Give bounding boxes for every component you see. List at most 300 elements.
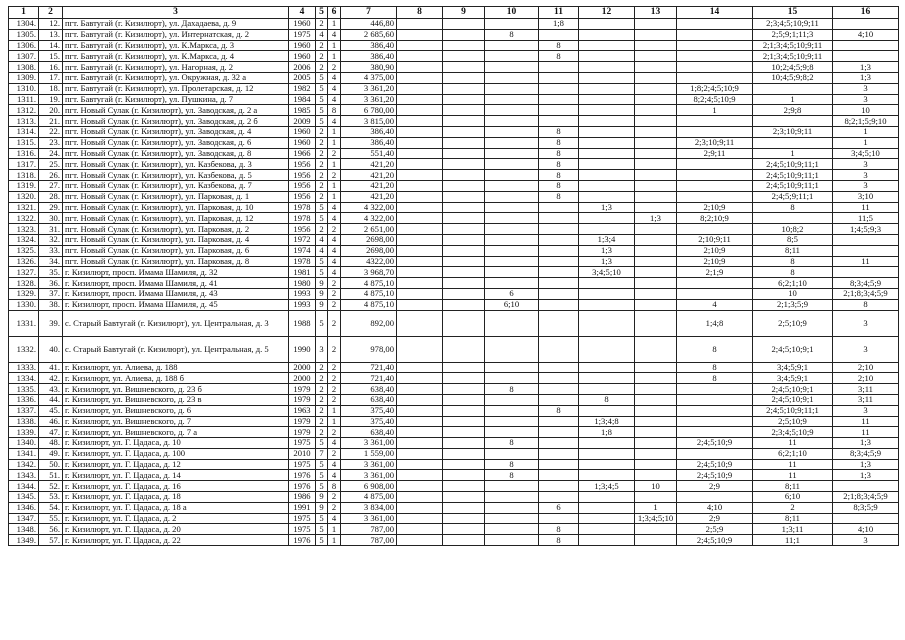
table-cell-col-14 — [677, 224, 753, 235]
table-cell-col-10 — [485, 310, 539, 336]
table-cell-col-12: 1;3;4 — [579, 234, 635, 245]
table-cell-col-2: 38. — [39, 299, 63, 310]
table-cell-col-13: 1 — [635, 502, 677, 513]
table-cell-col-1: 1307. — [9, 51, 39, 62]
table-cell-col-12 — [579, 492, 635, 503]
table-cell-col-11 — [539, 202, 579, 213]
table-cell-col-10 — [485, 535, 539, 546]
table-cell-col-1: 1334. — [9, 373, 39, 384]
table-cell-col-5: 5 — [316, 213, 328, 224]
table-cell-col-9 — [443, 19, 485, 30]
table-cell-col-14 — [677, 288, 753, 299]
table-cell-col-11 — [539, 72, 579, 83]
table-cell-col-8 — [397, 278, 443, 289]
table-cell-col-14 — [677, 180, 753, 191]
table-cell-col-14 — [677, 126, 753, 137]
table-cell-col-15: 8;11 — [753, 513, 833, 524]
table-cell-col-5: 4 — [316, 234, 328, 245]
table-cell-col-16: 1;3 — [833, 62, 899, 73]
table-cell-col-1: 1346. — [9, 502, 39, 513]
table-cell-col-16: 2;10 — [833, 362, 899, 373]
table-cell-col-4: 1960 — [289, 126, 316, 137]
table-cell-col-10 — [485, 362, 539, 373]
table-row — [9, 459, 899, 470]
table-cell-col-7: 638,40 — [341, 384, 397, 395]
table-cell-col-12 — [579, 29, 635, 40]
table-cell-col-10 — [485, 213, 539, 224]
table-row — [9, 336, 899, 362]
table-cell-col-3: пгт. Новый Сулак (г. Кизилюрт), ул. Парковая, д. 10 — [63, 202, 289, 213]
table-cell-col-12 — [579, 278, 635, 289]
table-cell-col-12 — [579, 159, 635, 170]
table-cell-col-15: 11;1 — [753, 535, 833, 546]
table-cell-col-5: 9 — [316, 299, 328, 310]
table-cell-col-11 — [539, 267, 579, 278]
table-cell-col-14: 1 — [677, 105, 753, 116]
table-cell-col-11 — [539, 310, 579, 336]
table-cell-col-4: 1956 — [289, 224, 316, 235]
table-cell-col-16: 8;3;4;5;9 — [833, 448, 899, 459]
table-cell-col-7: 4 322,00 — [341, 213, 397, 224]
table-cell-col-7: 421,20 — [341, 159, 397, 170]
table-cell-col-15: 2;3;10;9;11 — [753, 126, 833, 137]
table-cell-col-12 — [579, 524, 635, 535]
table-row — [9, 224, 899, 235]
table-cell-col-1: 1345. — [9, 492, 39, 503]
table-cell-col-14: 8 — [677, 362, 753, 373]
table-cell-col-14 — [677, 416, 753, 427]
table-cell-col-14: 2;9 — [677, 513, 753, 524]
table-cell-col-8 — [397, 148, 443, 159]
table-cell-col-2: 57. — [39, 535, 63, 546]
table-cell-col-4: 1985 — [289, 105, 316, 116]
table-cell-col-6: 4 — [328, 29, 341, 40]
table-cell-col-9 — [443, 245, 485, 256]
table-row — [9, 384, 899, 395]
table-cell-col-5: 2 — [316, 40, 328, 51]
table-cell-col-10 — [485, 180, 539, 191]
table-cell-col-14: 2;9;11 — [677, 148, 753, 159]
table-cell-col-7: 386,40 — [341, 51, 397, 62]
table-cell-col-16: 8;3;5;9 — [833, 502, 899, 513]
table-cell-col-4: 2010 — [289, 448, 316, 459]
table-cell-col-13: 1;3 — [635, 213, 677, 224]
table-cell-col-12 — [579, 62, 635, 73]
table-row — [9, 202, 899, 213]
table-cell-col-7: 978,00 — [341, 336, 397, 362]
table-cell-col-9 — [443, 362, 485, 373]
table-cell-col-2: 24. — [39, 148, 63, 159]
table-cell-col-7: 3 361,00 — [341, 438, 397, 449]
table-cell-col-2: 33. — [39, 245, 63, 256]
table-cell-col-6: 4 — [328, 234, 341, 245]
table-cell-col-15: 1 — [753, 148, 833, 159]
table-row — [9, 267, 899, 278]
table-cell-col-4: 1979 — [289, 394, 316, 405]
column-header-6: 6 — [328, 7, 341, 19]
table-cell-col-9 — [443, 438, 485, 449]
table-cell-col-5: 5 — [316, 481, 328, 492]
table-cell-col-16: 8;3;4;5;9 — [833, 278, 899, 289]
table-cell-col-10 — [485, 267, 539, 278]
table-cell-col-14: 2;10;9 — [677, 202, 753, 213]
document-sheet — [8, 6, 898, 546]
table-cell-col-13 — [635, 336, 677, 362]
table-cell-col-3: г. Кизилюрт, ул. Г. Цадаса, д. 10 — [63, 438, 289, 449]
table-cell-col-9 — [443, 126, 485, 137]
column-header-2: 2 — [39, 7, 63, 19]
table-cell-col-7: 446,80 — [341, 19, 397, 30]
table-cell-col-10 — [485, 373, 539, 384]
table-cell-col-15: 2;1;3;4;5;10;9;11 — [753, 51, 833, 62]
table-cell-col-13 — [635, 72, 677, 83]
table-cell-col-9 — [443, 40, 485, 51]
table-cell-col-15: 2;3;4;5;10;9;11 — [753, 19, 833, 30]
table-cell-col-12 — [579, 470, 635, 481]
table-cell-col-4: 1986 — [289, 492, 316, 503]
table-cell-col-7: 3 834,00 — [341, 502, 397, 513]
table-cell-col-16 — [833, 481, 899, 492]
table-cell-col-5: 2 — [316, 159, 328, 170]
table-cell-col-3: г. Кизилюрт, ул. Алиева, д. 188 — [63, 362, 289, 373]
table-cell-col-16: 3;11 — [833, 394, 899, 405]
table-cell-col-15: 6;2;1;10 — [753, 448, 833, 459]
table-cell-col-4: 1981 — [289, 267, 316, 278]
table-cell-col-5: 5 — [316, 524, 328, 535]
table-cell-col-2: 19. — [39, 94, 63, 105]
table-cell-col-10 — [485, 492, 539, 503]
table-cell-col-7: 4 875,10 — [341, 299, 397, 310]
table-cell-col-14: 8;2;4;5;10;9 — [677, 94, 753, 105]
table-cell-col-3: пгт. Новый Сулак (г. Кизилюрт), ул. Парковая, д. 1 — [63, 191, 289, 202]
table-cell-col-12 — [579, 362, 635, 373]
table-cell-col-11: 8 — [539, 126, 579, 137]
table-cell-col-1: 1347. — [9, 513, 39, 524]
table-cell-col-12 — [579, 513, 635, 524]
table-cell-col-8 — [397, 513, 443, 524]
table-cell-col-10 — [485, 72, 539, 83]
table-cell-col-14: 8 — [677, 336, 753, 362]
table-cell-col-4: 1979 — [289, 427, 316, 438]
table-cell-col-9 — [443, 310, 485, 336]
table-cell-col-12: 1;3 — [579, 245, 635, 256]
table-cell-col-7: 3 361,00 — [341, 470, 397, 481]
table-cell-col-11 — [539, 83, 579, 94]
table-cell-col-6: 2 — [328, 384, 341, 395]
table-cell-col-3: пгт. Бавтугай (г. Кизилюрт), ул. К.Маркса, д. 4 — [63, 51, 289, 62]
table-row — [9, 481, 899, 492]
table-cell-col-3: пгт. Бавтугай (г. Кизилюрт), ул. Пушкина, д. 7 — [63, 94, 289, 105]
table-cell-col-15: 2 — [753, 502, 833, 513]
table-cell-col-12 — [579, 180, 635, 191]
table-row — [9, 51, 899, 62]
table-cell-col-8 — [397, 202, 443, 213]
table-cell-col-2: 44. — [39, 394, 63, 405]
table-cell-col-12 — [579, 83, 635, 94]
table-cell-col-9 — [443, 384, 485, 395]
table-cell-col-5: 2 — [316, 394, 328, 405]
table-cell-col-4: 1991 — [289, 502, 316, 513]
table-cell-col-8 — [397, 245, 443, 256]
table-cell-col-10 — [485, 224, 539, 235]
table-cell-col-14 — [677, 427, 753, 438]
table-cell-col-2: 30. — [39, 213, 63, 224]
table-row — [9, 40, 899, 51]
table-cell-col-15: 11 — [753, 470, 833, 481]
table-cell-col-8 — [397, 62, 443, 73]
table-cell-col-11 — [539, 234, 579, 245]
table-cell-col-3: с. Старый Бавтугай (г. Кизилюрт), ул. Центральная, д. 3 — [63, 310, 289, 336]
table-cell-col-6: 4 — [328, 72, 341, 83]
table-cell-col-4: 1975 — [289, 438, 316, 449]
table-cell-col-1: 1349. — [9, 535, 39, 546]
table-cell-col-1: 1315. — [9, 137, 39, 148]
table-cell-col-1: 1342. — [9, 459, 39, 470]
table-cell-col-5: 5 — [316, 105, 328, 116]
table-cell-col-16: 11;5 — [833, 213, 899, 224]
table-cell-col-3: пгт. Новый Сулак (г. Кизилюрт), ул. Заводская, д. 2 а — [63, 105, 289, 116]
table-cell-col-1: 1321. — [9, 202, 39, 213]
table-row — [9, 126, 899, 137]
table-cell-col-7: 386,40 — [341, 126, 397, 137]
table-cell-col-4: 1976 — [289, 470, 316, 481]
table-cell-col-7: 386,40 — [341, 137, 397, 148]
table-row — [9, 416, 899, 427]
table-cell-col-11 — [539, 416, 579, 427]
table-cell-col-12 — [579, 40, 635, 51]
table-cell-col-16: 11 — [833, 416, 899, 427]
table-cell-col-2: 28. — [39, 191, 63, 202]
table-cell-col-4: 1960 — [289, 40, 316, 51]
table-cell-col-1: 1313. — [9, 116, 39, 127]
table-cell-col-9 — [443, 427, 485, 438]
table-cell-col-10 — [485, 51, 539, 62]
table-cell-col-8 — [397, 362, 443, 373]
table-cell-col-3: г. Кизилюрт, ул. Вишневского, д. 7 — [63, 416, 289, 427]
table-cell-col-16: 4;10 — [833, 29, 899, 40]
table-cell-col-16: 11 — [833, 202, 899, 213]
table-cell-col-5: 5 — [316, 267, 328, 278]
table-cell-col-9 — [443, 159, 485, 170]
table-cell-col-2: 27. — [39, 180, 63, 191]
table-row — [9, 394, 899, 405]
table-cell-col-11 — [539, 288, 579, 299]
table-cell-col-4: 1960 — [289, 137, 316, 148]
table-row — [9, 513, 899, 524]
table-cell-col-5: 5 — [316, 72, 328, 83]
table-cell-col-11 — [539, 459, 579, 470]
table-cell-col-7: 3 361,20 — [341, 83, 397, 94]
table-cell-col-6: 4 — [328, 256, 341, 267]
table-cell-col-6: 8 — [328, 105, 341, 116]
table-cell-col-2: 50. — [39, 459, 63, 470]
table-cell-col-4: 1978 — [289, 256, 316, 267]
table-cell-col-13 — [635, 180, 677, 191]
table-cell-col-6: 2 — [328, 427, 341, 438]
table-cell-col-14 — [677, 448, 753, 459]
table-cell-col-3: пгт. Новый Сулак (г. Кизилюрт), ул. Заводская, д. 6 — [63, 137, 289, 148]
table-cell-col-3: г. Кизилюрт, ул. Г. Цадаса, д. 18 а — [63, 502, 289, 513]
table-cell-col-16 — [833, 513, 899, 524]
table-cell-col-5: 5 — [316, 94, 328, 105]
table-cell-col-8 — [397, 373, 443, 384]
table-cell-col-14 — [677, 51, 753, 62]
table-cell-col-1: 1325. — [9, 245, 39, 256]
table-cell-col-10: 8 — [485, 29, 539, 40]
table-cell-col-14 — [677, 116, 753, 127]
table-row — [9, 470, 899, 481]
table-cell-col-5: 9 — [316, 492, 328, 503]
table-cell-col-11 — [539, 492, 579, 503]
table-cell-col-14: 2;4;5;10;9 — [677, 459, 753, 470]
table-cell-col-12 — [579, 148, 635, 159]
table-cell-col-5: 5 — [316, 459, 328, 470]
table-cell-col-9 — [443, 470, 485, 481]
table-cell-col-6: 2 — [328, 224, 341, 235]
table-cell-col-3: пгт. Бавтугай (г. Кизилюрт), ул. Дахадаева, д. 9 — [63, 19, 289, 30]
table-cell-col-12 — [579, 224, 635, 235]
table-cell-col-13 — [635, 19, 677, 30]
table-cell-col-14 — [677, 170, 753, 181]
table-cell-col-6: 2 — [328, 336, 341, 362]
table-row — [9, 524, 899, 535]
table-cell-col-11 — [539, 224, 579, 235]
table-cell-col-8 — [397, 19, 443, 30]
table-cell-col-10 — [485, 148, 539, 159]
table-cell-col-8 — [397, 405, 443, 416]
table-cell-col-8 — [397, 448, 443, 459]
table-cell-col-4: 1956 — [289, 191, 316, 202]
table-cell-col-12: 1;3;4;8 — [579, 416, 635, 427]
table-cell-col-15: 2;4;5;10;9;1 — [753, 336, 833, 362]
table-cell-col-11: 8 — [539, 524, 579, 535]
table-cell-col-4: 1960 — [289, 19, 316, 30]
table-cell-col-5: 5 — [316, 310, 328, 336]
table-cell-col-13 — [635, 373, 677, 384]
table-cell-col-2: 32. — [39, 234, 63, 245]
table-cell-col-8 — [397, 524, 443, 535]
table-cell-col-3: пгт. Новый Сулак (г. Кизилюрт), ул. Парковая, д. 12 — [63, 213, 289, 224]
table-cell-col-6: 1 — [328, 180, 341, 191]
table-cell-col-10 — [485, 502, 539, 513]
table-cell-col-9 — [443, 502, 485, 513]
table-cell-col-7: 386,40 — [341, 40, 397, 51]
table-cell-col-9 — [443, 336, 485, 362]
table-cell-col-9 — [443, 448, 485, 459]
table-cell-col-13 — [635, 267, 677, 278]
table-cell-col-2: 43. — [39, 384, 63, 395]
table-cell-col-13 — [635, 288, 677, 299]
table-cell-col-12: 1;3;4;5 — [579, 481, 635, 492]
table-cell-col-1: 1320. — [9, 191, 39, 202]
table-cell-col-1: 1341. — [9, 448, 39, 459]
table-cell-col-4: 1974 — [289, 245, 316, 256]
table-cell-col-1: 1316. — [9, 148, 39, 159]
table-cell-col-16: 11 — [833, 427, 899, 438]
table-cell-col-13 — [635, 245, 677, 256]
table-cell-col-9 — [443, 234, 485, 245]
table-cell-col-14 — [677, 72, 753, 83]
table-cell-col-15 — [753, 83, 833, 94]
table-cell-col-1: 1335. — [9, 384, 39, 395]
table-cell-col-14 — [677, 278, 753, 289]
table-cell-col-7: 421,20 — [341, 191, 397, 202]
table-cell-col-9 — [443, 148, 485, 159]
table-cell-col-6: 2 — [328, 62, 341, 73]
table-cell-col-14: 2;4;5;10;9 — [677, 438, 753, 449]
table-cell-col-8 — [397, 427, 443, 438]
table-cell-col-4: 1956 — [289, 170, 316, 181]
table-cell-col-4: 2000 — [289, 362, 316, 373]
table-cell-col-7: 375,40 — [341, 405, 397, 416]
table-cell-col-7: 2698,00 — [341, 245, 397, 256]
table-cell-col-14 — [677, 29, 753, 40]
table-cell-col-7: 421,20 — [341, 180, 397, 191]
table-cell-col-14 — [677, 394, 753, 405]
table-cell-col-15 — [753, 137, 833, 148]
table-cell-col-13 — [635, 278, 677, 289]
table-cell-col-4: 2000 — [289, 373, 316, 384]
table-cell-col-11 — [539, 427, 579, 438]
table-cell-col-15: 8 — [753, 267, 833, 278]
table-cell-col-12 — [579, 459, 635, 470]
table-cell-col-6: 2 — [328, 288, 341, 299]
table-cell-col-8 — [397, 116, 443, 127]
table-cell-col-1: 1340. — [9, 438, 39, 449]
table-cell-col-12: 8 — [579, 394, 635, 405]
table-cell-col-8 — [397, 267, 443, 278]
table-cell-col-15: 8;11 — [753, 245, 833, 256]
table-cell-col-14: 2;4;5;10;9 — [677, 470, 753, 481]
table-cell-col-1: 1329. — [9, 288, 39, 299]
table-cell-col-6: 2 — [328, 362, 341, 373]
table-cell-col-15: 3;4;5;9;1 — [753, 362, 833, 373]
table-cell-col-8 — [397, 234, 443, 245]
table-cell-col-16: 3 — [833, 94, 899, 105]
table-cell-col-2: 39. — [39, 310, 63, 336]
table-cell-col-11 — [539, 256, 579, 267]
table-cell-col-8 — [397, 72, 443, 83]
table-cell-col-2: 21. — [39, 116, 63, 127]
table-cell-col-8 — [397, 29, 443, 40]
table-cell-col-6: 4 — [328, 213, 341, 224]
table-cell-col-4: 1956 — [289, 159, 316, 170]
table-cell-col-14: 8;2;10;9 — [677, 213, 753, 224]
table-cell-col-3: г. Кизилюрт, ул. Вишневского, д. 7 а — [63, 427, 289, 438]
table-cell-col-11 — [539, 116, 579, 127]
table-cell-col-12 — [579, 405, 635, 416]
table-cell-col-15: 6;10 — [753, 492, 833, 503]
table-cell-col-9 — [443, 535, 485, 546]
table-cell-col-12 — [579, 373, 635, 384]
table-cell-col-5: 2 — [316, 180, 328, 191]
table-cell-col-5: 5 — [316, 202, 328, 213]
table-cell-col-2: 52. — [39, 481, 63, 492]
table-cell-col-15: 2;5;9;1;11;3 — [753, 29, 833, 40]
table-cell-col-4: 1956 — [289, 180, 316, 191]
table-cell-col-3: пгт. Новый Сулак (г. Кизилюрт), ул. Казбекова, д. 7 — [63, 180, 289, 191]
table-cell-col-7: 6 908,00 — [341, 481, 397, 492]
table-cell-col-1: 1348. — [9, 524, 39, 535]
table-cell-col-10 — [485, 202, 539, 213]
table-cell-col-15: 2;5;10;9 — [753, 310, 833, 336]
table-cell-col-16 — [833, 40, 899, 51]
table-cell-col-11: 8 — [539, 148, 579, 159]
table-cell-col-1: 1327. — [9, 267, 39, 278]
table-cell-col-3: г. Кизилюрт, просп. Имама Шамиля, д. 43 — [63, 288, 289, 299]
table-row — [9, 310, 899, 336]
table-cell-col-11: 6 — [539, 502, 579, 513]
